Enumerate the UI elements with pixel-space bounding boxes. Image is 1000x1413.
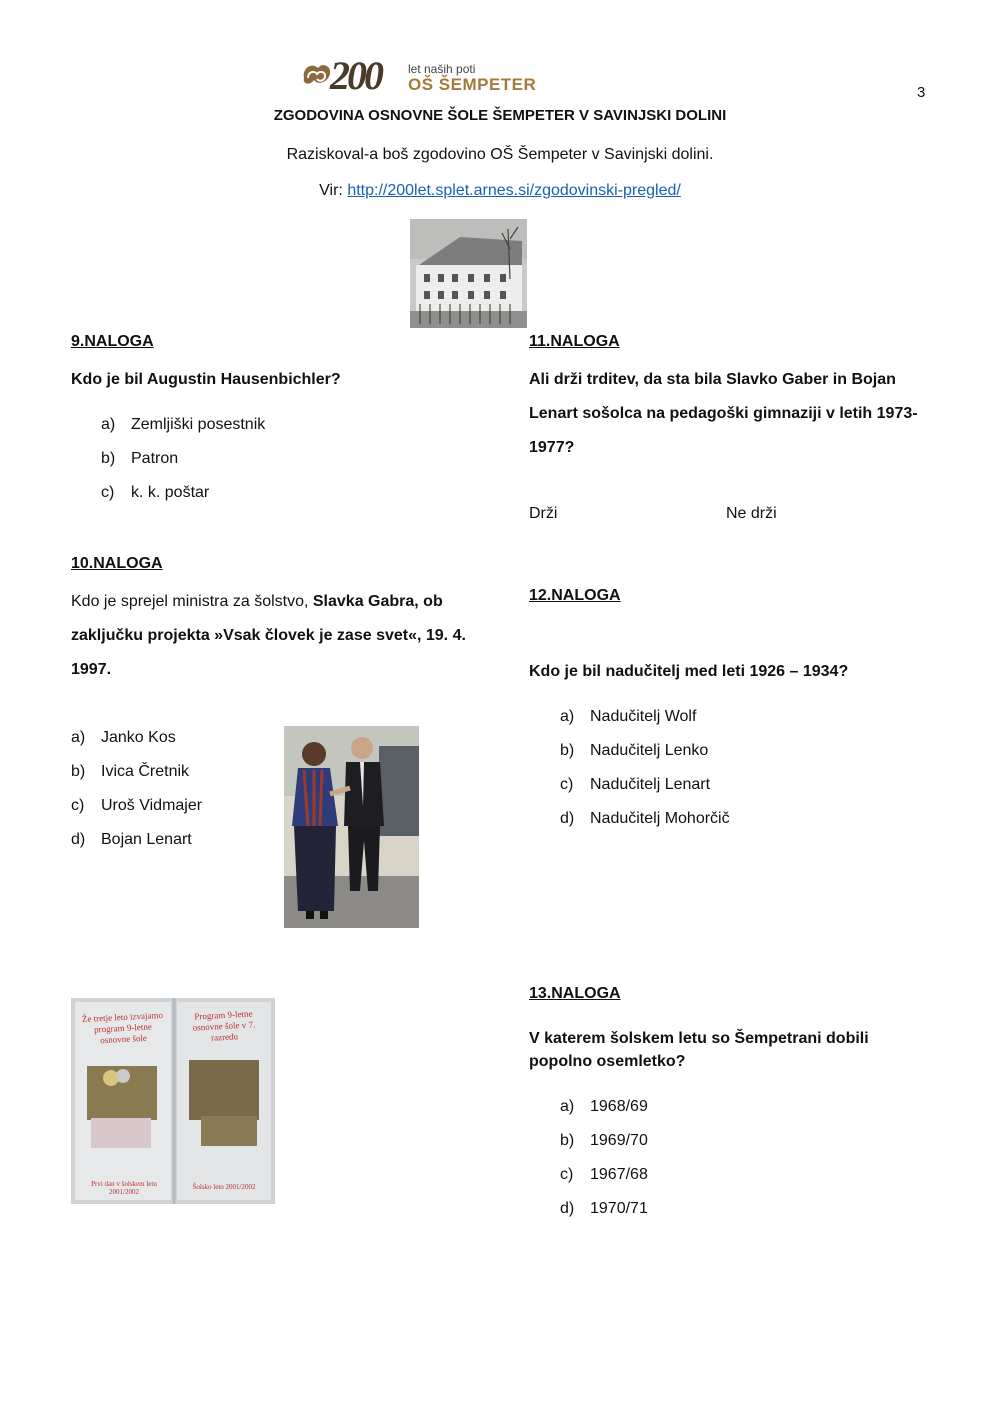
option-d[interactable]: d) Bojan Lenart	[71, 831, 192, 848]
task13-heading: 13.NALOGA	[529, 985, 621, 1002]
logo-tagline: let naših poti	[408, 62, 476, 76]
brochure-photo	[71, 998, 275, 1204]
task9-heading: 9.NALOGA	[71, 333, 154, 350]
school-building-photo	[410, 219, 527, 328]
option-a[interactable]: a) 1968/69	[560, 1098, 648, 1115]
task11-heading: 11.NALOGA	[529, 333, 620, 350]
option-a[interactable]: a) Janko Kos	[71, 729, 176, 746]
page-subtitle: Raziskoval-a boš zgodovino OŠ Šempeter v Savinjski dolini.	[286, 146, 714, 163]
option-c[interactable]: c) k. k. poštar	[101, 484, 210, 501]
task11-question: Ali drži trditev, da sta bila Slavko Gaber in Bojan Lenart sošolca na pedagoški gimnaziji v letih 1973- 1977?	[529, 371, 918, 456]
answer-true[interactable]: Drži	[529, 505, 558, 522]
option-d[interactable]: d) 1970/71	[560, 1200, 648, 1217]
option-b[interactable]: b) Ivica Čretnik	[71, 763, 190, 780]
task10-heading: 10.NALOGA	[71, 555, 163, 572]
task9-options	[101, 408, 265, 510]
option-a[interactable]: a) Zemljiški posestnik	[101, 416, 266, 433]
brochure-right-title: Program 9-letne osnovne šole v 7. razredu	[192, 1008, 256, 1043]
option-a[interactable]: a) Nadučitelj Wolf	[560, 708, 697, 725]
logo-swirl-icon	[300, 60, 334, 90]
logo-school-name: OŠ ŠEMPETER	[408, 75, 537, 94]
task13-question: V katerem šolskem letu so Šempetrani dobili popolno osemletko?	[529, 1030, 869, 1070]
brochure-right-footer: Šolsko leto 2001/2002	[192, 1183, 256, 1191]
option-c[interactable]: c) Uroš Vidmajer	[71, 797, 203, 814]
task12-heading: 12.NALOGA	[529, 587, 621, 604]
task10-question: Kdo je sprejel ministra za šolstvo, Slavka Gabra, ob zaključku projekta »Vsak človek je zase svet«, 19. 4. 1997.	[71, 593, 466, 678]
task12-question: Kdo je bil nadučitelj med leti 1926 – 1934?	[529, 663, 849, 680]
handshake-photo	[284, 726, 419, 928]
page-number: 3	[917, 84, 926, 101]
option-b[interactable]: b) Patron	[101, 450, 179, 467]
page-title: ZGODOVINA OSNOVNE ŠOLE ŠEMPETER V SAVINJSKI DOLINI	[273, 107, 727, 124]
task12-options	[560, 700, 730, 836]
brochure-left-footer: Prvi dan v šolskem letu 2001/2002	[91, 1180, 157, 1196]
source-line	[0, 182, 1000, 200]
option-b[interactable]: b) 1969/70	[560, 1132, 648, 1149]
option-c[interactable]: c) Nadučitelj Lenart	[560, 776, 711, 793]
option-c[interactable]: c) 1967/68	[560, 1166, 648, 1183]
task13-options	[560, 1090, 648, 1226]
source-label: Vir:	[319, 182, 348, 199]
brochure-left-title: Že tretje leto izvajamo program 9-letne osnovne šole	[81, 1009, 164, 1046]
task9-question: Kdo je bil Augustin Hausenbichler?	[71, 371, 341, 388]
option-b[interactable]: b) Nadučitelj Lenko	[560, 742, 709, 759]
answer-false[interactable]: Ne drži	[726, 505, 777, 522]
option-d[interactable]: d) Nadučitelj Mohorčič	[560, 810, 730, 827]
task10-options	[71, 721, 202, 857]
logo-number: 200	[330, 53, 381, 98]
school-logo	[300, 53, 545, 98]
source-link[interactable]: http://200let.splet.arnes.si/zgodovinski-pregled/	[347, 182, 681, 199]
